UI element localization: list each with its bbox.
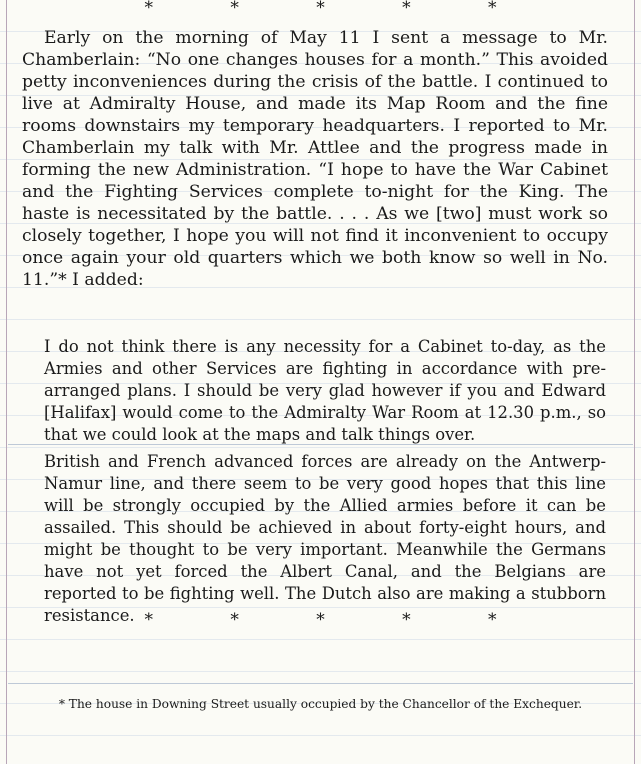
divider-rule (8, 444, 633, 445)
top-section-stars: * * * * * (144, 0, 533, 18)
left-margin-rule (6, 0, 7, 764)
main-paragraph-block (22, 27, 608, 291)
bottom-section-stars: * * * * * (144, 610, 533, 630)
quote-paragraph-1: I do not think there is any necessity for a Cabinet to-day, as the Armies and other Services are fighting in accordance with pre-arranged plans. I should be very glad however if you and Edward [Halifax] would come to the Admiralty War Room at 12.30 p.m., so that we could look at the maps and talk things over. (44, 337, 606, 444)
quote-block-1 (44, 336, 606, 446)
right-margin-rule (634, 0, 635, 764)
footnote-rule (8, 683, 633, 684)
main-paragraph: Early on the morning of May 11 I sent a message to Mr. Chamberlain: “No one changes houses for a month.” This avoided petty inconveniences during the crisis of the battle. I continued to live at Admiralty House, and made its Map Room and the fine rooms downstairs my temporary headquarters. I reported to Mr. Chamberlain my talk with Mr. Attlee and the progress made in forming the new Administration. “I hope to have the War Cabinet and the Fighting Services complete to-night for the King. The haste is necessitated by the battle. . . . As we [two] must work so closely together, I hope you will not find it inconvenient to occupy once again your old quarters which we both know so well in No. 11.”* I added: (22, 28, 608, 290)
quote-block-2 (44, 451, 606, 627)
footnote: * The house in Downing Street usually occupied by the Chancellor of the Exchequer. (58, 697, 583, 711)
quote-paragraph-2: British and French advanced forces are already on the Antwerp-Namur line, and there seem to be very good hopes that this line will be strongly occupied by the Allied armies before it can be assailed. This should be achieved in about forty-eight hours, and might be thought to be very important. Meanwhile the Germans have not yet forced the Albert Canal, and the Belgians are reported to be fighting well. The Dutch also are making a stubborn resistance. (44, 452, 606, 625)
